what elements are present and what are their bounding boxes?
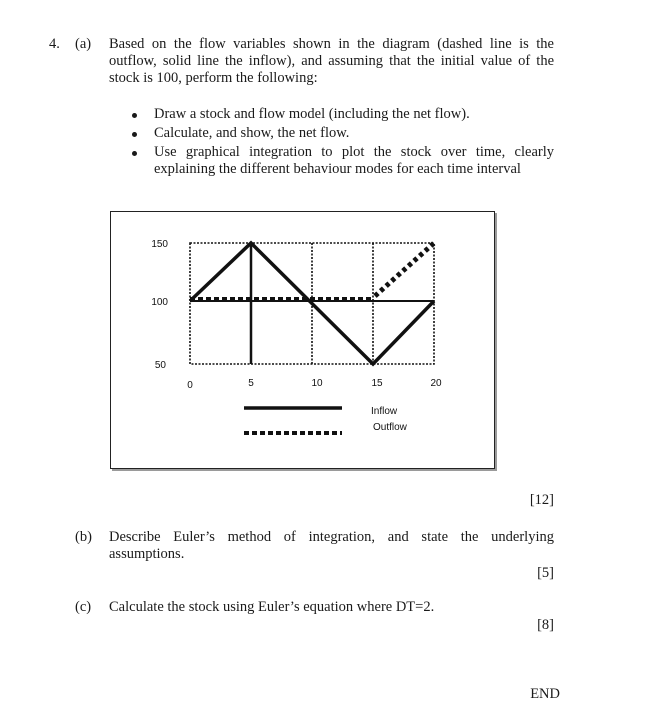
x-tick-20: 20 <box>430 378 442 389</box>
x-tick-15: 15 <box>371 378 383 389</box>
text-line: outflow, solid line the inflow), and assuming that the initial value of the <box>109 53 554 69</box>
flow-chart <box>110 211 495 469</box>
bullet-icon <box>132 151 137 156</box>
outflow-series-rise <box>375 243 434 296</box>
text-line: Based on the flow variables shown in the diagram (dashed line is the <box>109 36 554 52</box>
part-a-text <box>109 36 554 87</box>
part-a-label: (a) <box>75 36 92 52</box>
task-item <box>130 106 554 123</box>
question-number: 4. <box>49 36 60 52</box>
task-text: Calculate, and show, the net flow. <box>154 125 350 141</box>
x-tick-5: 5 <box>248 378 254 389</box>
task-list <box>130 106 554 178</box>
text-line: stock is 100, perform the following: <box>109 70 318 86</box>
x-tick-10: 10 <box>311 378 323 389</box>
part-c-label: (c) <box>75 599 92 615</box>
part-a-marks: [12] <box>529 492 554 508</box>
text-line: Calculate the stock using Euler’s equation where DT=2. <box>109 599 435 615</box>
text-line: assumptions. <box>109 546 185 562</box>
y-tick-150: 150 <box>151 239 168 250</box>
bullet-icon <box>132 113 137 118</box>
bullet-icon <box>132 132 137 137</box>
x-tick-0: 0 <box>187 380 193 391</box>
part-c-marks: [8] <box>537 617 554 633</box>
legend-outflow-label: Outflow <box>373 422 407 433</box>
task-text: Use graphical integration to plot the stock over time, clearly <box>154 144 554 160</box>
task-text: Draw a stock and flow model (including the net flow). <box>154 106 470 122</box>
part-b-marks: [5] <box>537 565 554 581</box>
flow-chart-plot <box>111 212 494 468</box>
end-label: END <box>530 686 560 702</box>
task-item <box>130 125 554 142</box>
text-line: Describe Euler’s method of integration, and state the underlying <box>109 529 554 545</box>
task-item <box>130 144 554 178</box>
task-text: explaining the different behaviour modes for each time interval <box>154 161 521 177</box>
y-tick-100: 100 <box>151 297 168 308</box>
legend-inflow-label: Inflow <box>371 406 398 417</box>
part-c-text <box>109 599 554 616</box>
part-b-text <box>109 529 554 563</box>
y-tick-50: 50 <box>154 360 166 371</box>
part-b-label: (b) <box>75 529 92 545</box>
